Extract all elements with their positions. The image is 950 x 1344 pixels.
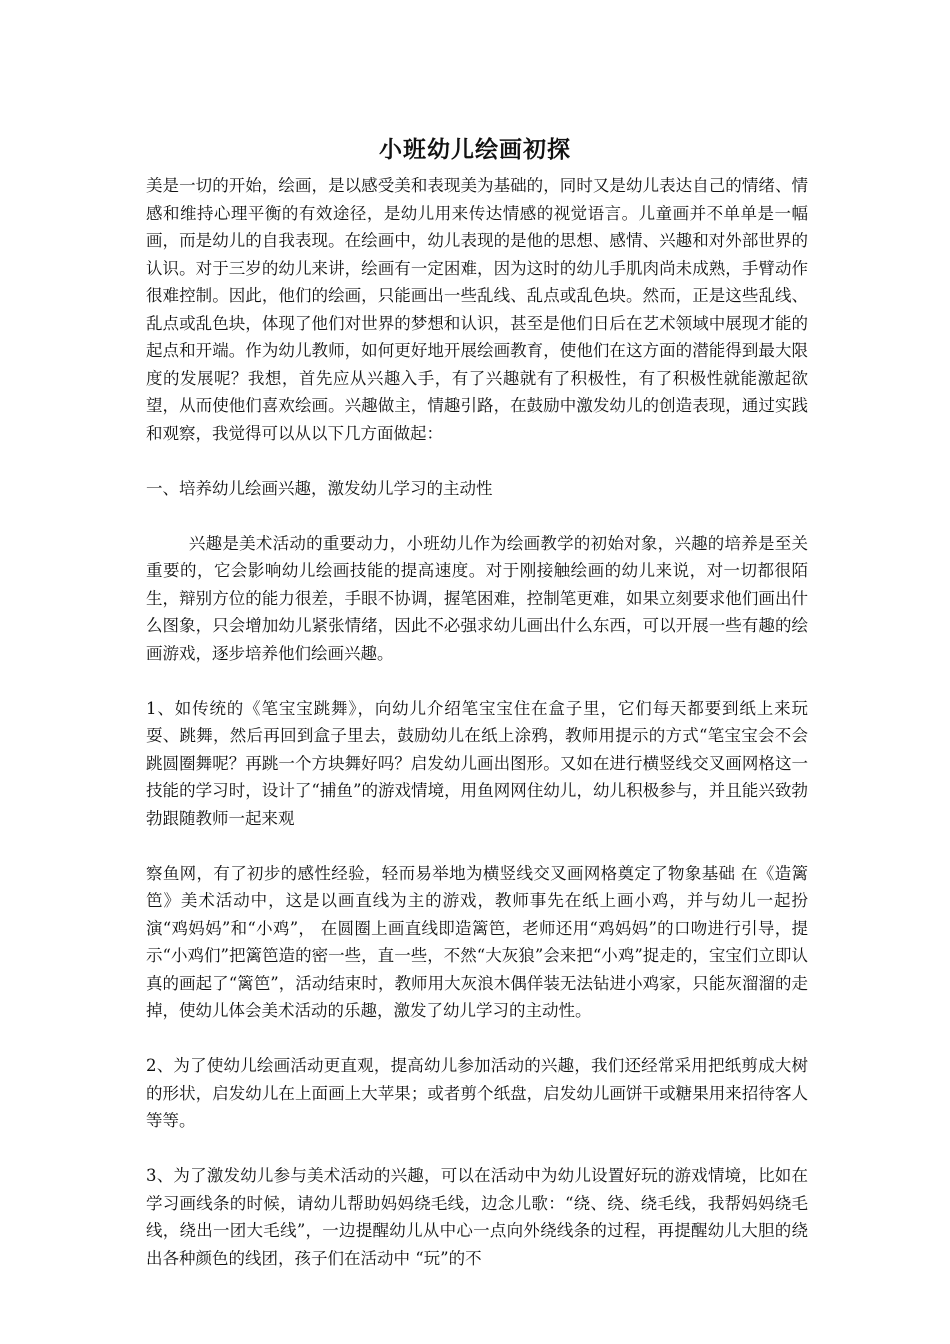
paragraph-spacer <box>146 832 808 860</box>
paragraph-spacer <box>146 1135 808 1163</box>
document-title: 小班幼儿绘画初探 <box>379 136 571 163</box>
paragraph-spacer <box>146 447 808 475</box>
paragraph-spacer <box>146 667 808 695</box>
example-paragraph-3: 3、为了激发幼儿参与美术活动的兴趣，可以在活动中为幼儿设置好玩的游戏情境，比如在学习画线条的时候，请幼儿帮助妈妈绕毛线，边念儿歌：“绕、绕、绕毛线，我帮妈妈绕毛线，绕出一团大毛线”，一边提醒幼儿从中心一点向外绕线条的过程，再提醒幼儿大胆的绕出各种颜色的线团，孩子们在活动中 “玩”的不 <box>146 1166 808 1268</box>
section-paragraph: 兴趣是美术活动的重要动力，小班幼儿作为绘画教学的初始对象，兴趣的培养是至关重要的，它会影响幼儿绘画技能的提高速度。对于刚接触绘画的幼儿来说，对一切都很陌生，辩别方位的能力很差，手眼不协调，握笔困难，控制笔更难，如果立刻要求他们画出什么图象，只会增加幼儿紧张情绪，因此不必强求幼儿画出什么东西，可以开展一些有趣的绘画游戏，逐步培养他们绘画兴趣。 <box>146 533 808 663</box>
intro-paragraph: 美是一切的开始，绘画，是以感受美和表现美为基础的，同时又是幼儿表达自己的情绪、情感和维持心理平衡的有效途径，是幼儿用来传达情感的视觉语言。儿童画并不单单是一幅画，而是幼儿的自我表现。在绘画中，幼儿表现的是他的思想、感情、兴趣和对外部世界的认识。对于三岁的幼儿来讲，绘画有一定困难，因为这时的幼儿手肌肉尚未成熟，手臂动作很难控制。因此，他们的绘画，只能画出一些乱线、乱点或乱色块。然而，正是这些乱线、乱点或乱色块，体现了他们对世界的梦想和认识，甚至是他们日后在艺术领域中展现才能的起点和开端。作为幼儿教师，如何更好地开展绘画教育，使他们在这方面的潜能得到最大限度的发展呢？我想，首先应从兴趣入手，有了兴趣就有了积极性，有了积极性就能激起欲望，从而使他们喜欢绘画。兴趣做主，情趣引路，在鼓励中激发幼儿的创造表现，通过实践和观察，我觉得可以从以下几方面做起： <box>146 176 808 443</box>
paragraph-spacer <box>146 1025 808 1053</box>
example-paragraph-1: 1、如传统的《笔宝宝跳舞》，向幼儿介绍笔宝宝住在盒子里，它们每天都要到纸上来玩耍、跳舞，然后再回到盒子里去，鼓励幼儿在纸上涂鸦，教师用提示的方式“笔宝宝会不会跳圆圈舞呢？再跳一个方块舞好吗？启发幼儿画出图形。又如在进行横竖线交叉画网格这一技能的学习时，设计了“捕鱼”的游戏情境，用鱼网网住幼儿，幼儿积极参与，并且能兴致勃勃跟随教师一起来观 <box>146 698 808 828</box>
paragraph-spacer <box>146 502 808 530</box>
section-heading: 一、培养幼儿绘画兴趣，激发幼儿学习的主动性 <box>146 478 493 498</box>
example-paragraph-2: 2、为了使幼儿绘画活动更直观，提高幼儿参加活动的兴趣，我们还经常采用把纸剪成大树的形状，启发幼儿在上面画上大苹果；或者剪个纸盘，启发幼儿画饼干或糖果用来招待客人等等。 <box>146 1056 808 1130</box>
document-body <box>146 172 808 1272</box>
continuation-paragraph: 察鱼网，有了初步的感性经验，轻而易举地为横竖线交叉画网格奠定了物象基础 在《造篱笆》美术活动中，这是以画直线为主的游戏，教师事先在纸上画小鸡，并与幼儿一起扮演“鸡妈妈”和“小鸡”， 在圆圈上画直线即造篱笆，老师还用“鸡妈妈”的口吻进行引导，提示“小鸡们”把篱笆造的密一些，直一些，不然“大灰狼”会来把“小鸡”捉走的，宝宝们立即认真的画起了“篱笆”，活动结束时，教师用大灰浪木偶佯装无法钻进小鸡家，只能灰溜溜的走掉，使幼儿体会美术活动的乐趣，激发了幼儿学习的主动性。 <box>146 863 808 1020</box>
